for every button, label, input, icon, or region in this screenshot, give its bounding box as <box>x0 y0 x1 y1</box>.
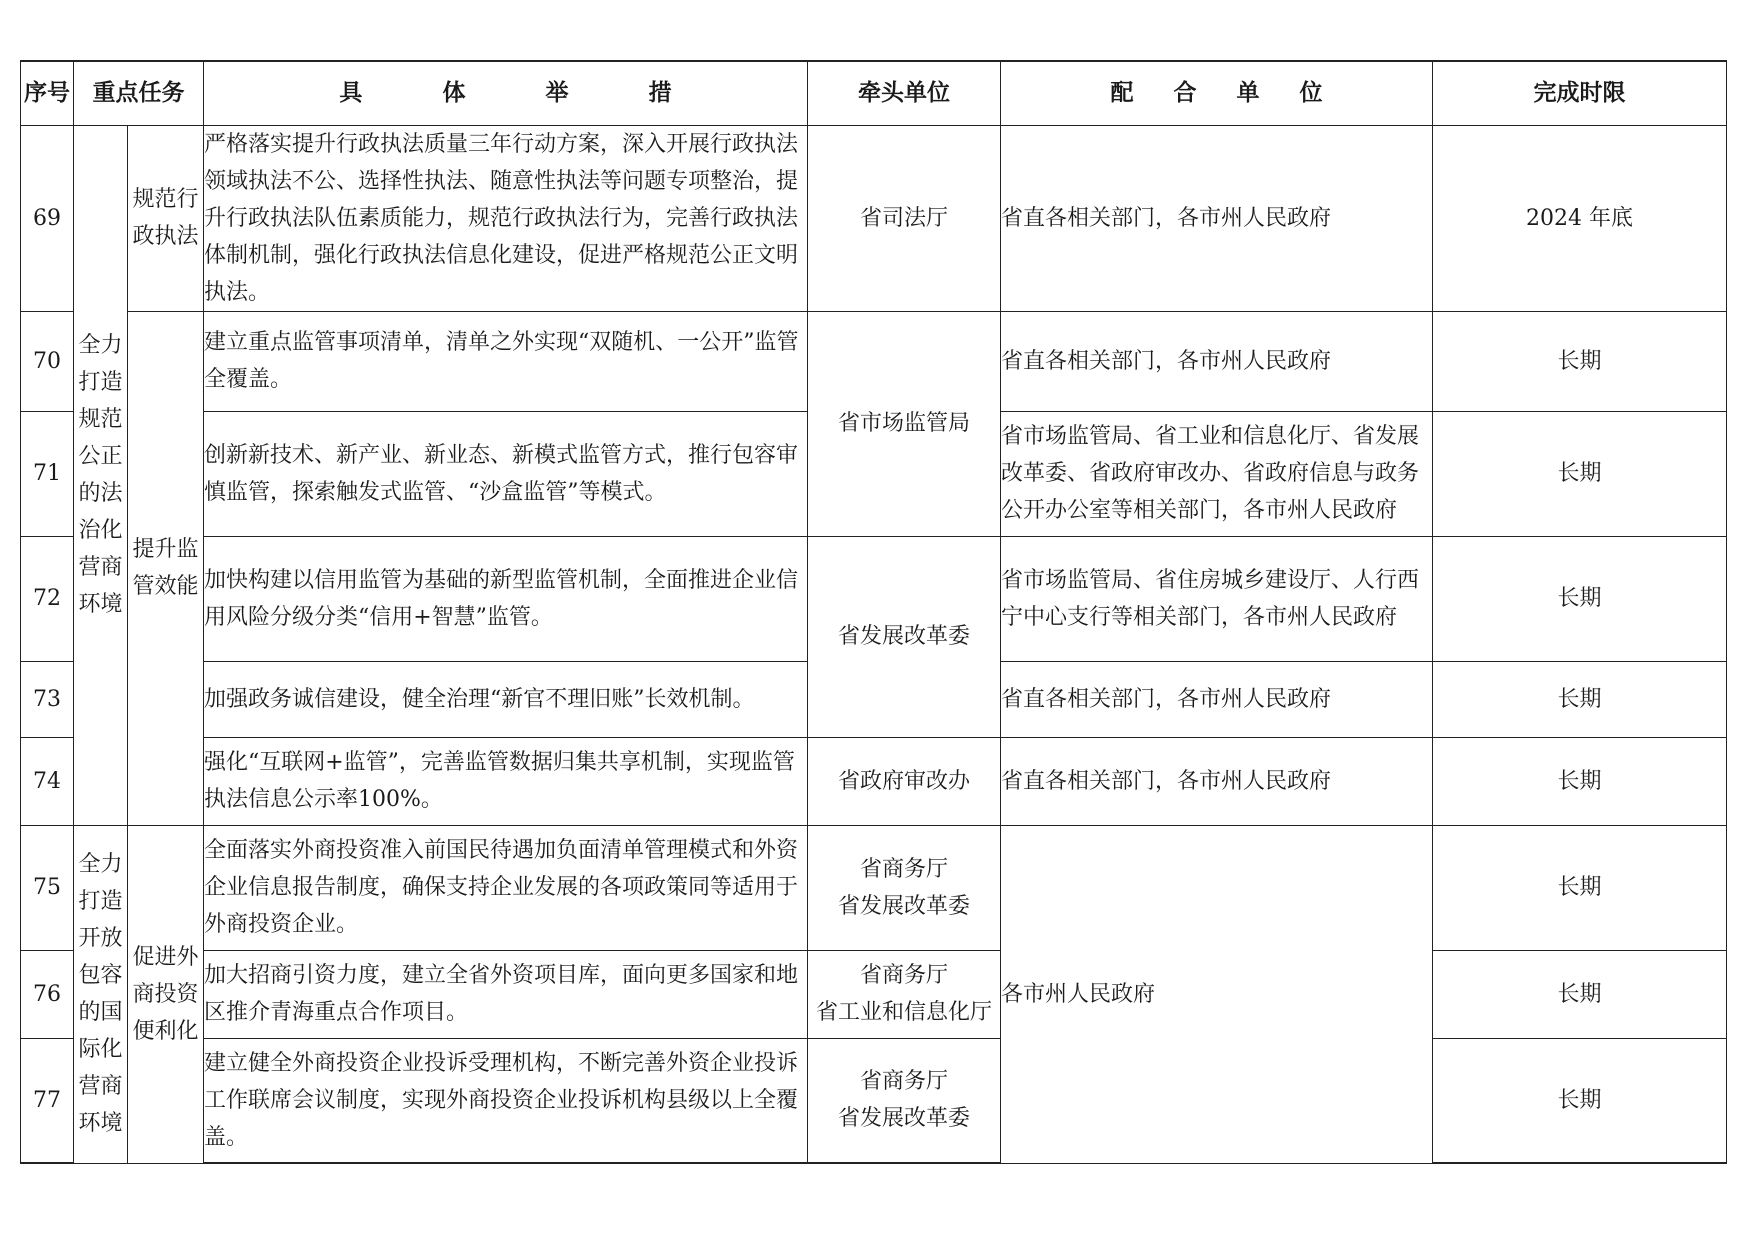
partner-units: 省市场监管局、省工业和信息化厅、省发展改革委、省政府审改办、省政府信息与政务公开办公室等相关部门，各市州人民政府 <box>1001 411 1433 536</box>
task-category-1: 全力 打造 规范 公正 的法 治化 营商 环境 <box>74 125 128 825</box>
header-row <box>21 61 1727 125</box>
header-lead: 牵头单位 <box>808 61 1001 125</box>
deadline: 长期 <box>1433 1038 1727 1163</box>
table-row <box>21 737 1727 825</box>
table-row <box>21 125 1727 311</box>
partner-units: 省直各相关部门，各市州人民政府 <box>1001 125 1433 311</box>
lead-unit: 省商务厅 省工业和信息化厅 <box>808 950 1001 1038</box>
deadline: 长期 <box>1433 411 1727 536</box>
lead-unit: 省司法厅 <box>808 125 1001 311</box>
measure-text: 强化“互联网+监管”，完善监管数据归集共享机制，实现监管执法信息公示率100%。 <box>204 737 808 825</box>
lead-unit: 省政府审改办 <box>808 737 1001 825</box>
partner-units: 省直各相关部门，各市州人民政府 <box>1001 737 1433 825</box>
row-number: 77 <box>21 1038 74 1163</box>
deadline: 长期 <box>1433 825 1727 950</box>
deadline: 长期 <box>1433 661 1727 737</box>
header-no: 序号 <box>21 61 74 125</box>
lead-unit: 省商务厅 省发展改革委 <box>808 825 1001 950</box>
table-row <box>21 950 1727 1038</box>
header-task: 重点任务 <box>74 61 204 125</box>
partner-units: 省直各相关部门，各市州人民政府 <box>1001 661 1433 737</box>
deadline: 长期 <box>1433 311 1727 411</box>
deadline: 长期 <box>1433 536 1727 661</box>
row-number: 71 <box>21 411 74 536</box>
measure-text: 加快构建以信用监管为基础的新型监管机制，全面推进企业信用风险分级分类“信用+智慧”监管。 <box>204 536 808 661</box>
row-number: 76 <box>21 950 74 1038</box>
row-number: 72 <box>21 536 74 661</box>
subtask-label: 提升监管效能 <box>128 311 204 825</box>
row-number: 70 <box>21 311 74 411</box>
row-number: 73 <box>21 661 74 737</box>
lead-unit: 省市场监管局 <box>808 311 1001 536</box>
measure-text: 建立健全外商投资企业投诉受理机构，不断完善外资企业投诉工作联席会议制度，实现外商投资企业投诉机构县级以上全覆盖。 <box>204 1038 808 1163</box>
subtask-label: 规范行政执法 <box>128 125 204 311</box>
measure-text: 加大招商引资力度，建立全省外资项目库，面向更多国家和地区推介青海重点合作项目。 <box>204 950 808 1038</box>
table-row <box>21 536 1727 661</box>
subtask-label: 促进外商投资便利化 <box>128 825 204 1163</box>
tasks-table <box>20 60 1727 1164</box>
table-row <box>21 311 1727 411</box>
row-number: 69 <box>21 125 74 311</box>
lead-unit: 省商务厅 省发展改革委 <box>808 1038 1001 1163</box>
measure-text: 加强政务诚信建设，健全治理“新官不理旧账”长效机制。 <box>204 661 808 737</box>
row-number: 75 <box>21 825 74 950</box>
partner-units: 各市州人民政府 <box>1001 825 1433 1163</box>
measure-text: 建立重点监管事项清单，清单之外实现“双随机、一公开”监管全覆盖。 <box>204 311 808 411</box>
deadline: 长期 <box>1433 737 1727 825</box>
header-deadline: 完成时限 <box>1433 61 1727 125</box>
task-category-2: 全力 打造 开放 包容 的国 际化 营商 环境 <box>74 825 128 1163</box>
measure-text: 全面落实外商投资准入前国民待遇加负面清单管理模式和外资企业信息报告制度，确保支持企业发展的各项政策同等适用于外商投资企业。 <box>204 825 808 950</box>
row-number: 74 <box>21 737 74 825</box>
deadline: 长期 <box>1433 950 1727 1038</box>
partner-units: 省市场监管局、省住房城乡建设厅、人行西宁中心支行等相关部门，各市州人民政府 <box>1001 536 1433 661</box>
table-row <box>21 825 1727 950</box>
table-row <box>21 1038 1727 1163</box>
lead-unit: 省发展改革委 <box>808 536 1001 737</box>
header-measures: 具 体 举 措 <box>204 61 808 125</box>
deadline: 2024 年底 <box>1433 125 1727 311</box>
measure-text: 严格落实提升行政执法质量三年行动方案，深入开展行政执法领域执法不公、选择性执法、随意性执法等问题专项整治，提升行政执法队伍素质能力，规范行政执法行为，完善行政执法体制机制，强化行政执法信息化建设，促进严格规范公正文明执法。 <box>204 125 808 311</box>
header-partner: 配 合 单 位 <box>1001 61 1433 125</box>
partner-units: 省直各相关部门，各市州人民政府 <box>1001 311 1433 411</box>
measure-text: 创新新技术、新产业、新业态、新模式监管方式，推行包容审慎监管，探索触发式监管、“沙盒监管”等模式。 <box>204 411 808 536</box>
